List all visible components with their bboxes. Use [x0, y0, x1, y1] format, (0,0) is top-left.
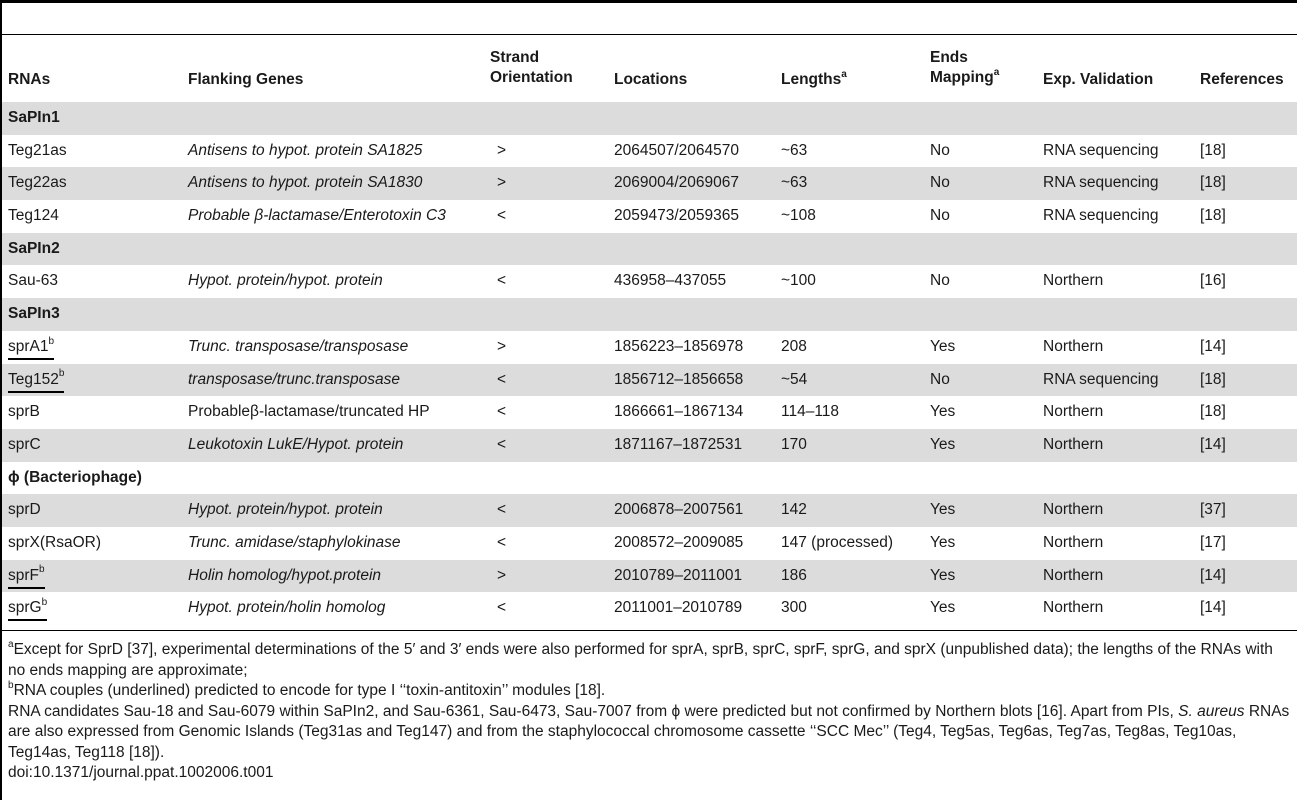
- strand-orientation: <: [497, 599, 507, 617]
- exp-validation: Northern: [1043, 435, 1104, 453]
- exp-validation: RNA sequencing: [1043, 141, 1159, 159]
- ends-mapping: Yes: [930, 599, 956, 617]
- reference: [14]: [1200, 599, 1226, 617]
- rna-underlined: sprF$^b$: [8, 566, 45, 589]
- ends-mapping: Yes: [930, 533, 956, 551]
- footnote-b: $^b$RNA couples (underlined) predicted to encode for type I ‘‘toxin-antitoxin’’ modules [18].: [8, 679, 606, 699]
- reference: [18]: [1200, 207, 1226, 225]
- location: 2069004/2069067: [614, 174, 739, 192]
- location: 436958–437055: [614, 272, 727, 290]
- flanking-genes: Holin homolog/hypot.protein: [188, 566, 382, 584]
- exp-validation: RNA sequencing: [1043, 174, 1159, 192]
- length: ~63: [781, 141, 808, 159]
- flanking-genes: Probableβ-lactamase/truncated HP: [188, 403, 430, 421]
- strand-orientation: >: [497, 337, 507, 355]
- ends-mapping: Yes: [930, 435, 956, 453]
- header-rule: [2, 34, 1297, 35]
- length: 186: [781, 566, 807, 584]
- exp-validation: Northern: [1043, 501, 1104, 519]
- table-row: [2, 527, 1297, 560]
- table-row: [2, 265, 1297, 298]
- col-header-exp-validation: Exp. Validation: [1043, 71, 1154, 88]
- ends-mapping: Yes: [930, 337, 956, 355]
- strand-orientation: <: [497, 272, 507, 290]
- rna-name: sprC: [8, 435, 41, 453]
- exp-validation: Northern: [1043, 533, 1104, 551]
- rna-name: Teg21as: [8, 141, 67, 159]
- table-row: [2, 200, 1297, 233]
- rna-name: Teg22as: [8, 174, 67, 192]
- location: 2011001–2010789: [614, 599, 743, 617]
- location: 2059473/2059365: [614, 207, 739, 225]
- exp-validation: RNA sequencing: [1043, 370, 1159, 388]
- exp-validation: Northern: [1043, 337, 1104, 355]
- ends-mapping: Yes: [930, 501, 956, 519]
- col-header-locations: Locations: [614, 71, 688, 88]
- exp-validation: Northern: [1043, 403, 1104, 421]
- rna-name: sprB: [8, 403, 40, 421]
- ends-mapping: No: [930, 370, 950, 388]
- group-label: ϕ (Bacteriophage): [8, 468, 142, 486]
- table-row: [2, 331, 1297, 364]
- reference: [14]: [1200, 337, 1226, 355]
- reference: [18]: [1200, 174, 1226, 192]
- group-label: SaPIn3: [8, 305, 60, 323]
- flanking-genes: Probable β-lactamase/Enterotoxin C3: [188, 207, 446, 225]
- strand-orientation: <: [497, 207, 507, 225]
- table-footnotes: [8, 640, 1294, 784]
- location: 2010789–2011001: [614, 566, 743, 584]
- table-header: [8, 44, 1297, 100]
- flanking-genes: Antisens to hypot. protein SA1825: [188, 141, 423, 159]
- strand-orientation: <: [497, 370, 507, 388]
- ends-mapping: Yes: [930, 566, 956, 584]
- rna-name: Teg124: [8, 207, 59, 225]
- exp-validation: Northern: [1043, 599, 1104, 617]
- reference: [14]: [1200, 566, 1226, 584]
- reference: [17]: [1200, 533, 1226, 551]
- flanking-genes: Leukotoxin LukE/Hypot. protein: [188, 435, 404, 453]
- col-header-flanking-genes: Flanking Genes: [188, 71, 304, 88]
- flanking-genes: transposase/trunc.transposase: [188, 370, 400, 388]
- table-row: [2, 429, 1297, 462]
- strand-orientation: >: [497, 141, 507, 159]
- ends-mapping: No: [930, 174, 950, 192]
- table-row: [2, 364, 1297, 397]
- length: 142: [781, 501, 807, 519]
- doi-link[interactable]: doi:10.1371/journal.ppat.1002006.t001: [8, 764, 274, 781]
- ends-mapping: No: [930, 207, 950, 225]
- rna-name: [8, 331, 54, 364]
- table-row: [2, 560, 1297, 593]
- flanking-genes: Hypot. protein/hypot. protein: [188, 501, 383, 519]
- group-row-sapin1: [2, 102, 1297, 135]
- location: 2006878–2007561: [614, 501, 744, 519]
- flanking-genes: Trunc. amidase/staphylokinase: [188, 533, 401, 551]
- length: ~100: [781, 272, 816, 290]
- col-header-strand-orientation: Strand Orientation: [490, 49, 573, 86]
- flanking-genes: Hypot. protein/holin homolog: [188, 599, 386, 617]
- location: 1856712–1856658: [614, 370, 744, 388]
- strand-orientation: <: [497, 403, 507, 421]
- flanking-genes: Hypot. protein/hypot. protein: [188, 272, 383, 290]
- strand-orientation: <: [497, 501, 507, 519]
- rna-underlined: sprG$^b$: [8, 598, 47, 621]
- ends-mapping: Yes: [930, 403, 956, 421]
- ends-mapping: No: [930, 272, 950, 290]
- rna-underlined: sprA1$^b$: [8, 337, 54, 360]
- table-bottom-rule: [2, 630, 1297, 631]
- strand-orientation: <: [497, 533, 507, 551]
- table-note: RNA candidates Sau-18 and Sau-6079 within SaPIn2, and Sau-6361, Sau-6473, Sau-7007 from ϕ were predicted but not confirmed by Northern blots [16]. Apart from PIs, S. aureus RNAs are also expressed from Genomic Islands (Teg31as and Teg147) and from the staphylococcal chromosome cassette ‘‘SCC Mec’’ (Teg4, Teg5as, Teg6as, Teg7as, Teg8as, Teg10as, Teg14as, Teg118 [18]).: [8, 702, 1290, 761]
- col-header-lengths: Lengths$^a$: [781, 68, 847, 88]
- reference: [18]: [1200, 141, 1226, 159]
- table-body: [2, 102, 1297, 625]
- location: 1871167–1872531: [614, 435, 743, 453]
- strand-orientation: >: [497, 174, 507, 192]
- footnote-a: $^a$Except for SprD [37], experimental determinations of the 5′ and 3′ ends were also performed for sprA, sprB, sprC, sprF, sprG, and sprX (unpublished data); the lengths of the RNAs with no ends mapping are approximate;: [8, 638, 1273, 679]
- flanking-genes: Trunc. transposase/transposase: [188, 337, 409, 355]
- reference: [16]: [1200, 272, 1226, 290]
- top-border: [0, 0, 1297, 3]
- length: ~108: [781, 207, 816, 225]
- table-row: [2, 592, 1297, 625]
- rna-name: [8, 592, 47, 625]
- rna-underlined: Teg152$^b$: [8, 370, 64, 393]
- group-row-sapin2: [2, 233, 1297, 266]
- table-row: [2, 135, 1297, 168]
- location: 1866661–1867134: [614, 403, 744, 421]
- table-row: [2, 167, 1297, 200]
- rna-name: sprD: [8, 501, 41, 519]
- reference: [14]: [1200, 435, 1226, 453]
- length: 147 (processed): [781, 533, 894, 551]
- location: 1856223–1856978: [614, 337, 744, 355]
- exp-validation: Northern: [1043, 566, 1104, 584]
- rna-name: sprX(RsaOR): [8, 533, 102, 551]
- table-row: [2, 494, 1297, 527]
- location: 2008572–2009085: [614, 533, 744, 551]
- strand-orientation: >: [497, 566, 507, 584]
- group-label: SaPIn2: [8, 239, 60, 257]
- rna-name: [8, 364, 64, 397]
- exp-validation: Northern: [1043, 272, 1104, 290]
- col-header-references: References: [1200, 71, 1284, 88]
- col-header-ends-mapping: Ends Mapping$^a$: [930, 49, 1000, 86]
- group-label: SaPIn1: [8, 109, 60, 126]
- table-row: [2, 396, 1297, 429]
- length: ~54: [781, 370, 808, 388]
- exp-validation: RNA sequencing: [1043, 207, 1159, 225]
- strand-orientation: <: [497, 435, 507, 453]
- length: 208: [781, 337, 807, 355]
- reference: [18]: [1200, 370, 1226, 388]
- length: ~63: [781, 174, 808, 192]
- group-row-bacteriophage: [2, 462, 1297, 495]
- group-row-sapin3: [2, 298, 1297, 331]
- reference: [18]: [1200, 403, 1226, 421]
- length: 114–118: [781, 403, 840, 421]
- flanking-genes: Antisens to hypot. protein SA1830: [188, 174, 423, 192]
- col-header-rnas: RNAs: [8, 71, 51, 88]
- ends-mapping: No: [930, 141, 950, 159]
- reference: [37]: [1200, 501, 1226, 519]
- rna-name: [8, 560, 45, 593]
- rna-name: Sau-63: [8, 272, 58, 290]
- length: 300: [781, 599, 807, 617]
- length: 170: [781, 435, 807, 453]
- location: 2064507/2064570: [614, 141, 739, 159]
